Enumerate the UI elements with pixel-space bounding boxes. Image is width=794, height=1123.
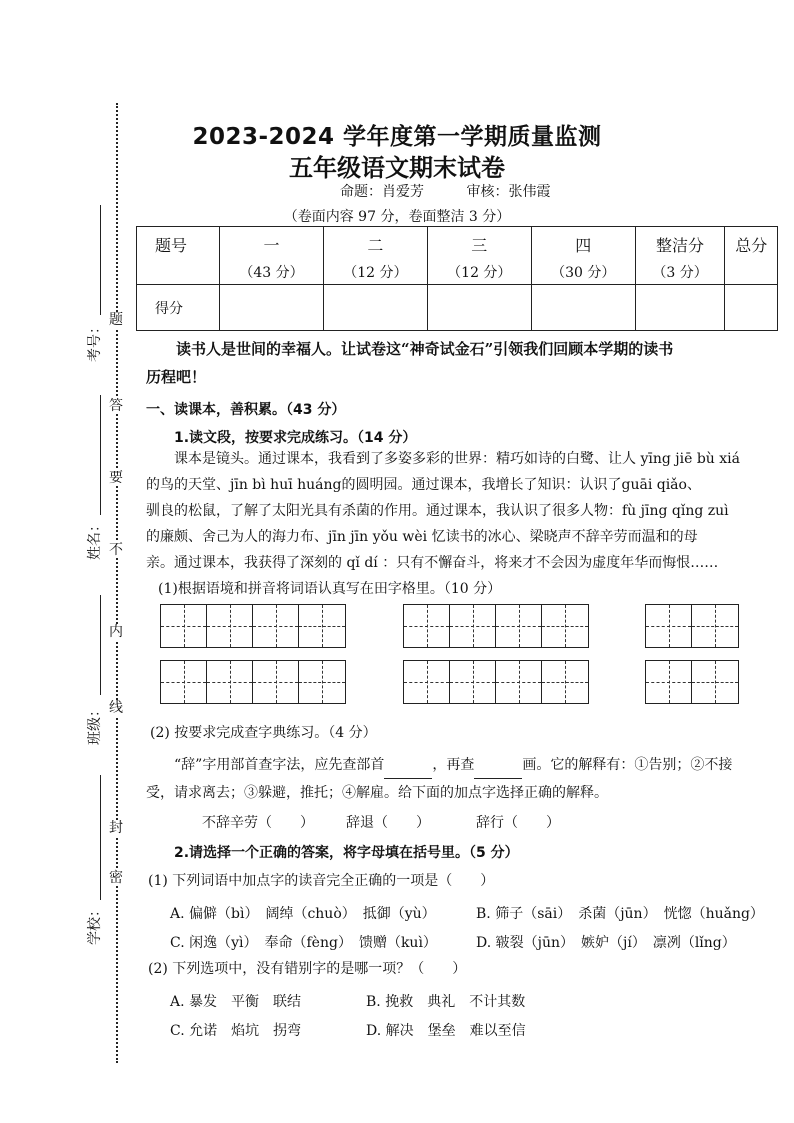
score-col-3: 三 （12 分） xyxy=(427,227,531,285)
meaning-choice[interactable]: 不辞辛劳（ ） xyxy=(202,815,314,831)
option-a[interactable]: A. 偏僻（bì） 阔绰（chuò） 抵御（yù） xyxy=(170,906,436,922)
score-col-2: 二 （12 分） xyxy=(323,227,427,285)
option-d[interactable]: D. 皲裂（jūn） 嫉妒（jí） 凛冽（lǐng） xyxy=(476,935,736,951)
score-col-4: 四 （30 分） xyxy=(531,227,635,285)
score-col-total: 总分 xyxy=(725,227,778,285)
passage-line: 亲。通过课本，我获得了深刻的 qǐ dí ：只有不懈奋斗，将来才不会因为虚度年华而悔恨…… xyxy=(146,555,719,571)
score-col-neatness: 整洁分 （3 分） xyxy=(635,227,725,285)
passage-line: 课本是镜头。通过课本，我看到了多姿多彩的世界：精巧如诗的白鹭、让人 yīng jiē bù xiá xyxy=(174,451,740,467)
writing-grid[interactable] xyxy=(160,604,346,648)
intro-line-2: 历程吧！ xyxy=(146,368,207,386)
meaning-choice[interactable]: 辞退（ ） xyxy=(346,815,430,831)
binding-dotted-line xyxy=(116,103,118,1063)
seal-char: 要 xyxy=(109,470,123,486)
option-c[interactable]: C. 允诺 焰坑 拐弯 xyxy=(170,1023,302,1039)
dictionary-line-2: 受，请求离去；③躲避，推托；④解雇。给下面的加点字选择正确的解释。 xyxy=(146,785,608,801)
reviewer: 审核：张伟霞 xyxy=(466,184,551,200)
score-col-1: 一 （43 分） xyxy=(220,227,324,285)
name-field[interactable] xyxy=(100,395,101,515)
strokes-blank[interactable] xyxy=(474,752,522,779)
meaning-choice[interactable]: 辞行（ ） xyxy=(476,815,560,831)
writing-grid[interactable] xyxy=(160,660,346,704)
score-notice: （卷面内容 97 分，卷面整洁 3 分） xyxy=(283,209,511,225)
writing-grid[interactable] xyxy=(645,604,739,648)
seal-char: 不 xyxy=(109,542,123,558)
seal-char: 答 xyxy=(109,398,123,414)
writing-grid[interactable] xyxy=(403,604,589,648)
score-table xyxy=(136,226,778,331)
section-1-heading: 一、读课本，善积累。（43 分） xyxy=(146,402,346,418)
q1-heading: 1.读文段，按要求完成练习。（14 分） xyxy=(174,430,417,446)
score-cell[interactable] xyxy=(220,285,324,331)
question-number-label: 题号 xyxy=(137,227,220,285)
score-cell[interactable] xyxy=(323,285,427,331)
score-cell[interactable] xyxy=(531,285,635,331)
author: 命题：肖爱芳 xyxy=(340,184,424,200)
option-b[interactable]: B. 筛子（sāi） 杀菌（jūn） 恍惚（huǎng） xyxy=(476,906,764,922)
exam-subtitle: 五年级语文期末试卷 xyxy=(289,154,505,182)
option-d[interactable]: D. 解决 堡垒 难以至信 xyxy=(366,1023,526,1039)
writing-grid[interactable] xyxy=(645,660,739,704)
score-row-label: 得分 xyxy=(137,285,220,331)
seal-char: 密 xyxy=(109,870,123,886)
exam-title: 2023-2024 学年度第一学期质量监测 xyxy=(192,124,602,150)
school-label: 学校： xyxy=(87,903,103,945)
passage-line: 的廉颇、舍己为人的海力布、jīn jīn yǒu wèi 忆读书的冰心、梁晓声不辞辛劳而温和的母 xyxy=(146,529,698,545)
seal-char: 封 xyxy=(109,820,123,836)
class-field[interactable] xyxy=(100,595,101,695)
author-line xyxy=(340,181,588,201)
exam-number-label: 考号： xyxy=(87,320,103,362)
q2-2-question: (2) 下列选项中，没有错别字的是哪一项？（ ） xyxy=(148,961,467,977)
sub-question-2: (2) 按要求完成查字典练习。（4 分） xyxy=(150,725,377,741)
school-field[interactable] xyxy=(100,775,101,900)
radical-blank[interactable] xyxy=(384,752,432,779)
passage-line: 驯良的松鼠，了解了太阳光具有杀菌的作用。通过课本，我认识了很多人物：fù jīng qǐng zuì xyxy=(146,503,729,519)
seal-char: 线 xyxy=(109,700,123,716)
writing-grid[interactable] xyxy=(403,660,589,704)
option-c[interactable]: C. 闲逸（yì） 奉命（fèng） 馈赠（kuì） xyxy=(170,935,437,951)
score-cell[interactable] xyxy=(427,285,531,331)
seal-char: 题 xyxy=(109,312,123,328)
dictionary-line-1: “辞”字用部首查字法，应先查部首 ，再查 画。它的解释有：①告别；②不接 xyxy=(174,752,732,779)
score-cell[interactable] xyxy=(725,285,778,331)
q2-1-question: (1) 下列词语中加点字的读音完全正确的一项是（ ） xyxy=(148,873,495,889)
score-cell[interactable] xyxy=(635,285,725,331)
seal-char: 内 xyxy=(109,624,123,640)
intro-line-1: 读书人是世间的幸福人。让试卷这“神奇试金石”引领我们回顾本学期的读书 xyxy=(176,340,674,358)
sub-question-1: (1)根据语境和拼音将词语认真写在田字格里。（10 分） xyxy=(158,581,502,597)
option-b[interactable]: B. 挽救 典礼 不计其数 xyxy=(366,994,526,1010)
class-label: 班级： xyxy=(87,703,103,745)
option-a[interactable]: A. 暴发 平衡 联结 xyxy=(170,994,302,1010)
q2-heading: 2.请选择一个正确的答案，将字母填在括号里。（5 分） xyxy=(174,845,519,861)
name-label: 姓名： xyxy=(87,518,103,560)
passage-line: 的鸟的天堂、jīn bì huī huáng的圆明园。通过课本，我增长了知识：认识了guāi qiǎo、 xyxy=(146,477,701,493)
